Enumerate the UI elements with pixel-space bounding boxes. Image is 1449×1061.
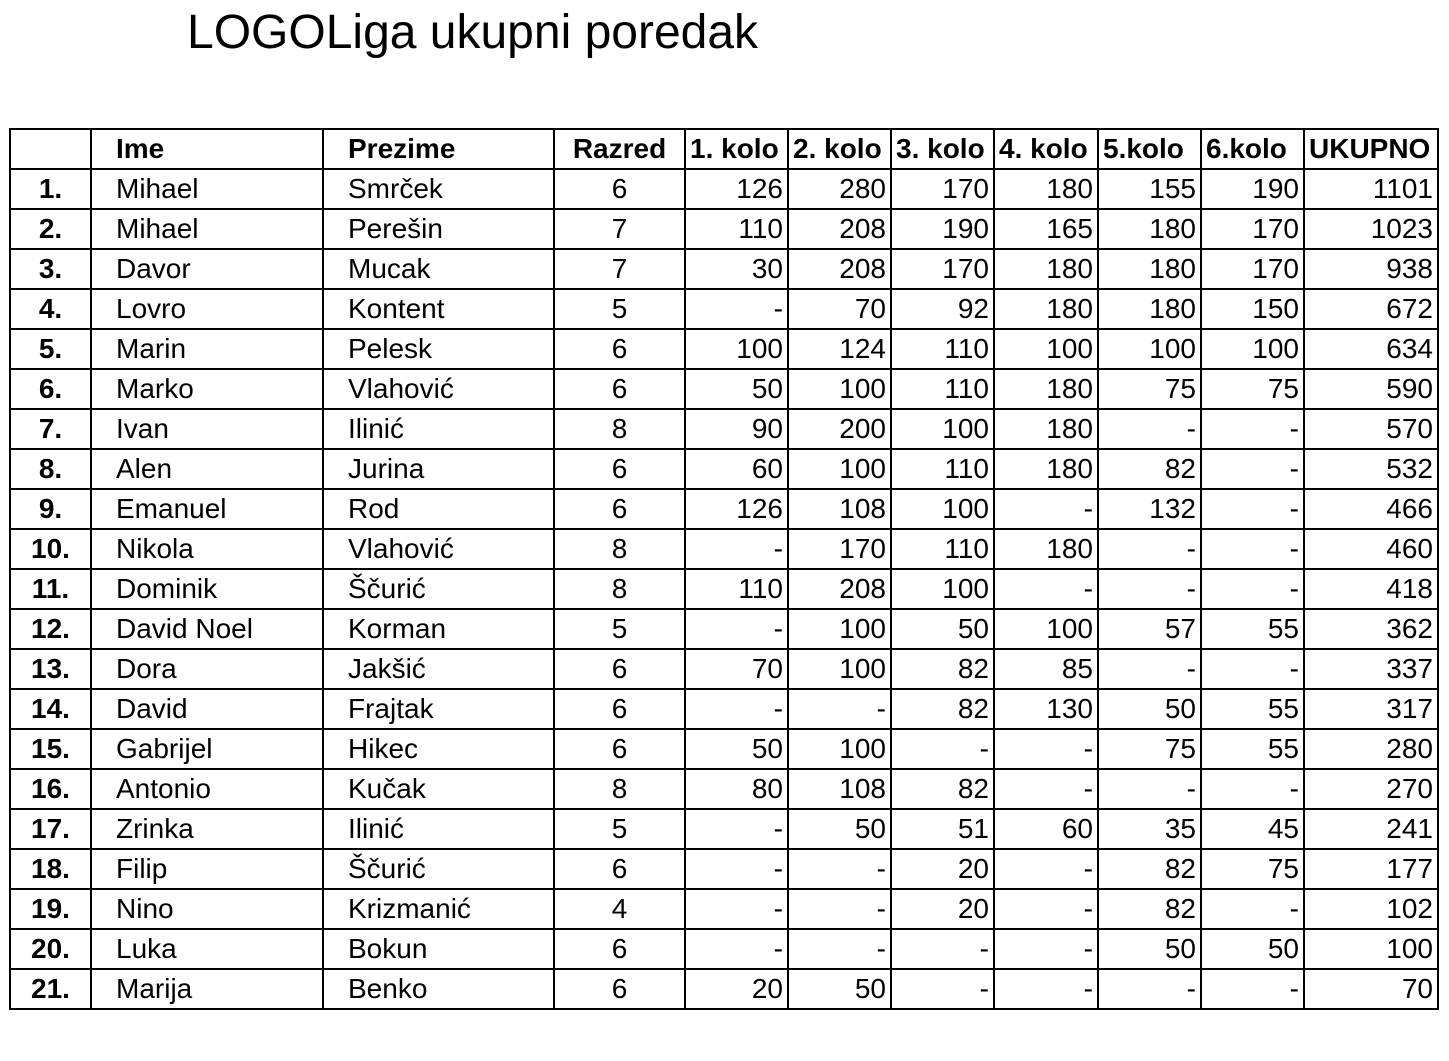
round-4-cell: 180 [994, 409, 1098, 449]
round-4-cell: - [994, 889, 1098, 929]
rank-cell: 1. [10, 169, 91, 209]
round-5-cell: 155 [1098, 169, 1201, 209]
total-cell: 634 [1304, 329, 1438, 369]
first-name-cell: David [91, 689, 323, 729]
total-cell: 337 [1304, 649, 1438, 689]
round-4-cell: 85 [994, 649, 1098, 689]
rank-cell: 21. [10, 969, 91, 1009]
rank-cell: 2. [10, 209, 91, 249]
last-name-cell: Hikec [323, 729, 554, 769]
rank-cell: 19. [10, 889, 91, 929]
page-title: LOGOLiga ukupni poredak [187, 6, 759, 59]
rank-cell: 7. [10, 409, 91, 449]
round-1-cell: 70 [685, 649, 788, 689]
round-5-cell: 180 [1098, 209, 1201, 249]
column-header-round-3: 3. kolo [891, 129, 994, 169]
round-5-cell: - [1098, 529, 1201, 569]
rank-cell: 18. [10, 849, 91, 889]
table-row [10, 569, 1438, 609]
round-5-cell: 50 [1098, 929, 1201, 969]
round-6-cell: 100 [1201, 329, 1304, 369]
grade-cell: 7 [554, 249, 685, 289]
round-3-cell: 110 [891, 449, 994, 489]
table-row [10, 729, 1438, 769]
round-4-cell: 100 [994, 609, 1098, 649]
total-cell: 1101 [1304, 169, 1438, 209]
round-1-cell: - [685, 889, 788, 929]
round-5-cell: 50 [1098, 689, 1201, 729]
grade-cell: 5 [554, 809, 685, 849]
first-name-cell: Emanuel [91, 489, 323, 529]
first-name-cell: Alen [91, 449, 323, 489]
round-3-cell: 20 [891, 889, 994, 929]
grade-cell: 6 [554, 969, 685, 1009]
total-cell: 241 [1304, 809, 1438, 849]
last-name-cell: Vlahović [323, 369, 554, 409]
round-5-cell: - [1098, 569, 1201, 609]
round-2-cell: 170 [788, 529, 891, 569]
table-row [10, 489, 1438, 529]
total-cell: 466 [1304, 489, 1438, 529]
grade-cell: 8 [554, 769, 685, 809]
table-row [10, 969, 1438, 1009]
round-6-cell: - [1201, 569, 1304, 609]
round-3-cell: 190 [891, 209, 994, 249]
round-3-cell: 82 [891, 769, 994, 809]
round-1-cell: 90 [685, 409, 788, 449]
round-2-cell: 200 [788, 409, 891, 449]
column-header-round-2: 2. kolo [788, 129, 891, 169]
total-cell: 70 [1304, 969, 1438, 1009]
round-4-cell: - [994, 969, 1098, 1009]
round-3-cell: 20 [891, 849, 994, 889]
total-cell: 1023 [1304, 209, 1438, 249]
grade-cell: 5 [554, 289, 685, 329]
round-1-cell: - [685, 609, 788, 649]
round-3-cell: 170 [891, 249, 994, 289]
round-4-cell: - [994, 769, 1098, 809]
last-name-cell: Ščurić [323, 569, 554, 609]
round-2-cell: 280 [788, 169, 891, 209]
grade-cell: 6 [554, 169, 685, 209]
round-5-cell: 82 [1098, 449, 1201, 489]
round-6-cell: - [1201, 449, 1304, 489]
column-header-first-name: Ime [91, 129, 323, 169]
round-6-cell: - [1201, 409, 1304, 449]
round-2-cell: 50 [788, 969, 891, 1009]
first-name-cell: Gabrijel [91, 729, 323, 769]
first-name-cell: Dominik [91, 569, 323, 609]
total-cell: 938 [1304, 249, 1438, 289]
column-header-grade: Razred [554, 129, 685, 169]
round-6-cell: 170 [1201, 249, 1304, 289]
first-name-cell: Marin [91, 329, 323, 369]
rank-cell: 10. [10, 529, 91, 569]
round-5-cell: 82 [1098, 849, 1201, 889]
total-cell: 418 [1304, 569, 1438, 609]
total-cell: 532 [1304, 449, 1438, 489]
round-4-cell: - [994, 489, 1098, 529]
table-body [10, 169, 1438, 1009]
last-name-cell: Kučak [323, 769, 554, 809]
column-header-round-6: 6.kolo [1201, 129, 1304, 169]
round-3-cell: - [891, 969, 994, 1009]
grade-cell: 6 [554, 689, 685, 729]
table-row [10, 769, 1438, 809]
rank-cell: 15. [10, 729, 91, 769]
last-name-cell: Ščurić [323, 849, 554, 889]
round-1-cell: - [685, 689, 788, 729]
round-5-cell: 180 [1098, 289, 1201, 329]
first-name-cell: Antonio [91, 769, 323, 809]
column-header-round-5: 5.kolo [1098, 129, 1201, 169]
rank-cell: 13. [10, 649, 91, 689]
grade-cell: 6 [554, 849, 685, 889]
last-name-cell: Ilinić [323, 409, 554, 449]
last-name-cell: Smrček [323, 169, 554, 209]
round-2-cell: - [788, 889, 891, 929]
round-2-cell: 100 [788, 729, 891, 769]
total-cell: 280 [1304, 729, 1438, 769]
table-row [10, 329, 1438, 369]
round-2-cell: - [788, 929, 891, 969]
round-2-cell: 100 [788, 449, 891, 489]
round-1-cell: 30 [685, 249, 788, 289]
grade-cell: 7 [554, 209, 685, 249]
round-5-cell: 132 [1098, 489, 1201, 529]
table-row [10, 449, 1438, 489]
round-1-cell: - [685, 529, 788, 569]
grade-cell: 6 [554, 329, 685, 369]
table-row [10, 929, 1438, 969]
column-header-round-4: 4. kolo [994, 129, 1098, 169]
last-name-cell: Ilinić [323, 809, 554, 849]
last-name-cell: Korman [323, 609, 554, 649]
grade-cell: 6 [554, 489, 685, 529]
total-cell: 317 [1304, 689, 1438, 729]
column-header-rank [10, 129, 91, 169]
rank-cell: 8. [10, 449, 91, 489]
round-2-cell: 208 [788, 569, 891, 609]
round-1-cell: 20 [685, 969, 788, 1009]
round-4-cell: 165 [994, 209, 1098, 249]
table-row [10, 369, 1438, 409]
round-6-cell: - [1201, 889, 1304, 929]
round-1-cell: - [685, 849, 788, 889]
last-name-cell: Frajtak [323, 689, 554, 729]
round-4-cell: 180 [994, 529, 1098, 569]
first-name-cell: David Noel [91, 609, 323, 649]
round-6-cell: 45 [1201, 809, 1304, 849]
round-3-cell: 100 [891, 489, 994, 529]
round-1-cell: - [685, 289, 788, 329]
round-5-cell: 35 [1098, 809, 1201, 849]
last-name-cell: Jurina [323, 449, 554, 489]
round-6-cell: 75 [1201, 369, 1304, 409]
last-name-cell: Benko [323, 969, 554, 1009]
round-4-cell: 60 [994, 809, 1098, 849]
rank-cell: 20. [10, 929, 91, 969]
round-6-cell: - [1201, 649, 1304, 689]
round-1-cell: 50 [685, 369, 788, 409]
round-4-cell: - [994, 849, 1098, 889]
total-cell: 362 [1304, 609, 1438, 649]
last-name-cell: Vlahović [323, 529, 554, 569]
grade-cell: 8 [554, 529, 685, 569]
round-4-cell: 180 [994, 369, 1098, 409]
first-name-cell: Mihael [91, 169, 323, 209]
round-3-cell: - [891, 929, 994, 969]
total-cell: 590 [1304, 369, 1438, 409]
round-6-cell: 150 [1201, 289, 1304, 329]
round-2-cell: 100 [788, 649, 891, 689]
table-row [10, 849, 1438, 889]
total-cell: 177 [1304, 849, 1438, 889]
last-name-cell: Jakšić [323, 649, 554, 689]
first-name-cell: Zrinka [91, 809, 323, 849]
rank-cell: 14. [10, 689, 91, 729]
table-row [10, 289, 1438, 329]
round-6-cell: 55 [1201, 729, 1304, 769]
round-3-cell: 51 [891, 809, 994, 849]
total-cell: 570 [1304, 409, 1438, 449]
round-2-cell: 50 [788, 809, 891, 849]
table-row [10, 409, 1438, 449]
column-header-last-name: Prezime [323, 129, 554, 169]
round-4-cell: 180 [994, 449, 1098, 489]
round-6-cell: 190 [1201, 169, 1304, 209]
round-3-cell: 50 [891, 609, 994, 649]
round-5-cell: - [1098, 769, 1201, 809]
grade-cell: 6 [554, 729, 685, 769]
first-name-cell: Davor [91, 249, 323, 289]
round-3-cell: 110 [891, 369, 994, 409]
round-1-cell: 80 [685, 769, 788, 809]
round-1-cell: 126 [685, 489, 788, 529]
round-2-cell: - [788, 689, 891, 729]
rank-cell: 11. [10, 569, 91, 609]
rank-cell: 17. [10, 809, 91, 849]
round-5-cell: 57 [1098, 609, 1201, 649]
round-3-cell: 110 [891, 329, 994, 369]
round-2-cell: 100 [788, 369, 891, 409]
round-4-cell: - [994, 569, 1098, 609]
round-1-cell: 60 [685, 449, 788, 489]
standings-table [9, 128, 1439, 1010]
round-4-cell: 130 [994, 689, 1098, 729]
round-1-cell: 50 [685, 729, 788, 769]
grade-cell: 6 [554, 929, 685, 969]
round-2-cell: - [788, 849, 891, 889]
round-4-cell: 100 [994, 329, 1098, 369]
round-2-cell: 208 [788, 249, 891, 289]
total-cell: 270 [1304, 769, 1438, 809]
table-row [10, 689, 1438, 729]
table-row [10, 209, 1438, 249]
total-cell: 102 [1304, 889, 1438, 929]
round-2-cell: 108 [788, 769, 891, 809]
round-3-cell: 100 [891, 569, 994, 609]
round-1-cell: 110 [685, 209, 788, 249]
round-1-cell: 110 [685, 569, 788, 609]
table-row [10, 889, 1438, 929]
first-name-cell: Filip [91, 849, 323, 889]
rank-cell: 3. [10, 249, 91, 289]
rank-cell: 9. [10, 489, 91, 529]
last-name-cell: Krizmanić [323, 889, 554, 929]
round-1-cell: 126 [685, 169, 788, 209]
grade-cell: 6 [554, 449, 685, 489]
table-row [10, 249, 1438, 289]
round-2-cell: 100 [788, 609, 891, 649]
round-5-cell: 180 [1098, 249, 1201, 289]
first-name-cell: Dora [91, 649, 323, 689]
total-cell: 460 [1304, 529, 1438, 569]
round-6-cell: 170 [1201, 209, 1304, 249]
first-name-cell: Nino [91, 889, 323, 929]
round-5-cell: - [1098, 969, 1201, 1009]
round-3-cell: - [891, 729, 994, 769]
last-name-cell: Bokun [323, 929, 554, 969]
round-5-cell: - [1098, 649, 1201, 689]
last-name-cell: Perešin [323, 209, 554, 249]
total-cell: 100 [1304, 929, 1438, 969]
table-row [10, 649, 1438, 689]
grade-cell: 4 [554, 889, 685, 929]
round-6-cell: - [1201, 969, 1304, 1009]
total-cell: 672 [1304, 289, 1438, 329]
round-4-cell: 180 [994, 249, 1098, 289]
round-5-cell: 82 [1098, 889, 1201, 929]
round-1-cell: 100 [685, 329, 788, 369]
round-2-cell: 124 [788, 329, 891, 369]
round-1-cell: - [685, 929, 788, 969]
round-6-cell: 55 [1201, 609, 1304, 649]
rank-cell: 4. [10, 289, 91, 329]
round-6-cell: - [1201, 529, 1304, 569]
round-3-cell: 82 [891, 689, 994, 729]
round-6-cell: 50 [1201, 929, 1304, 969]
grade-cell: 6 [554, 369, 685, 409]
grade-cell: 5 [554, 609, 685, 649]
grade-cell: 6 [554, 649, 685, 689]
round-5-cell: 100 [1098, 329, 1201, 369]
grade-cell: 8 [554, 409, 685, 449]
round-3-cell: 92 [891, 289, 994, 329]
round-5-cell: 75 [1098, 729, 1201, 769]
first-name-cell: Nikola [91, 529, 323, 569]
round-2-cell: 108 [788, 489, 891, 529]
round-4-cell: - [994, 729, 1098, 769]
round-6-cell: - [1201, 489, 1304, 529]
grade-cell: 8 [554, 569, 685, 609]
round-6-cell: - [1201, 769, 1304, 809]
first-name-cell: Ivan [91, 409, 323, 449]
round-3-cell: 100 [891, 409, 994, 449]
first-name-cell: Mihael [91, 209, 323, 249]
table-row [10, 169, 1438, 209]
last-name-cell: Pelesk [323, 329, 554, 369]
rank-cell: 12. [10, 609, 91, 649]
round-2-cell: 70 [788, 289, 891, 329]
table-header-row [10, 129, 1438, 169]
first-name-cell: Lovro [91, 289, 323, 329]
last-name-cell: Mucak [323, 249, 554, 289]
round-4-cell: - [994, 929, 1098, 969]
round-6-cell: 75 [1201, 849, 1304, 889]
table-row [10, 529, 1438, 569]
round-3-cell: 110 [891, 529, 994, 569]
column-header-total: UKUPNO [1304, 129, 1438, 169]
round-1-cell: - [685, 809, 788, 849]
rank-cell: 6. [10, 369, 91, 409]
table-row [10, 809, 1438, 849]
rank-cell: 5. [10, 329, 91, 369]
last-name-cell: Kontent [323, 289, 554, 329]
round-3-cell: 170 [891, 169, 994, 209]
round-4-cell: 180 [994, 169, 1098, 209]
first-name-cell: Luka [91, 929, 323, 969]
round-6-cell: 55 [1201, 689, 1304, 729]
round-2-cell: 208 [788, 209, 891, 249]
round-3-cell: 82 [891, 649, 994, 689]
last-name-cell: Rod [323, 489, 554, 529]
first-name-cell: Marko [91, 369, 323, 409]
round-5-cell: - [1098, 409, 1201, 449]
column-header-round-1: 1. kolo [685, 129, 788, 169]
round-5-cell: 75 [1098, 369, 1201, 409]
round-4-cell: 180 [994, 289, 1098, 329]
rank-cell: 16. [10, 769, 91, 809]
first-name-cell: Marija [91, 969, 323, 1009]
table-row [10, 609, 1438, 649]
